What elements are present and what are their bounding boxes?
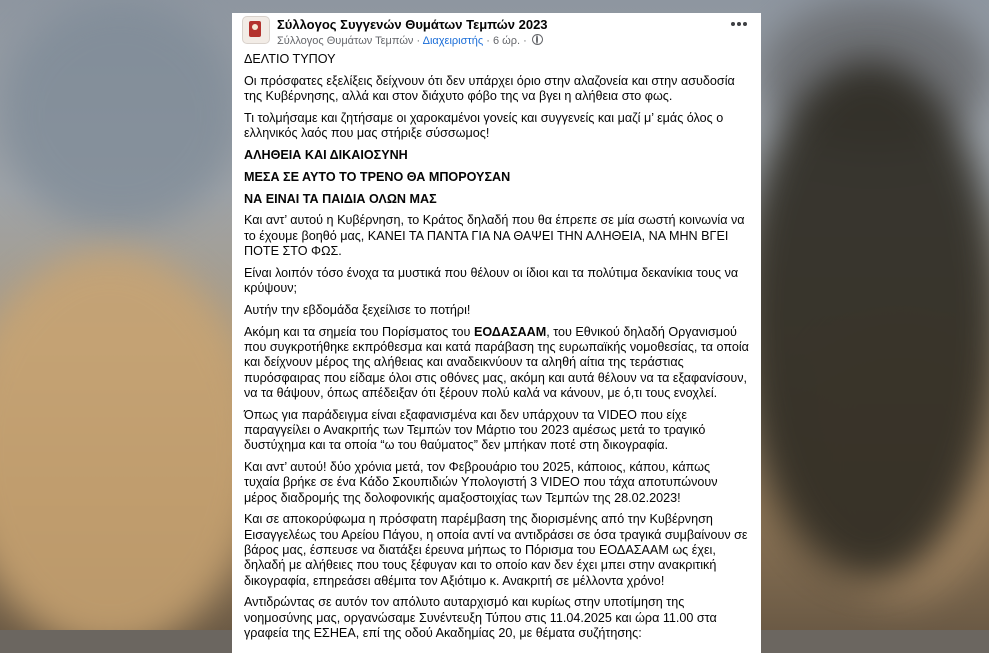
globe-icon: [532, 34, 543, 45]
post-paragraph: Και σε αποκορύφωμα η πρόσφατη παρέμβαση της διορισμένης από την Κυβέρνηση Εισαγγελέως του Αρείου Πάγου, η οποία αντί να αντιδράσει σε όσα τραγικά συμβαίνουν σε βάρος μας, έσπευσε να διατάξει έρευνα μήπως το Πόρισμα του ΕΟΔΑΣΑΑΜ ως έχει, δηλαδή με αλήθειες που τους ξέφυγαν και το οποίο καν δεν έχει μπει στην ανακριτική δικογραφία, επηρεάσει αθέμιτα τον Αξιότιμο κ. Ανακριτή σε μέλλοντα χρόνο!: [244, 512, 748, 588]
author-name[interactable]: Σύλλογος Θυμάτων Τεμπών: [277, 35, 414, 47]
post-meta: [277, 34, 543, 47]
post-paragraph: Αντιδρώντας σε αυτόν τον απόλυτο αυταρχισμό και κυρίως στην υποτίμηση της νοημοσύνης μας, οργανώσαμε Συνέντευξη Τύπου στις 11.04.2025 και ώρα 11.00 στα γραφεία της ΕΣΗΕΑ, επί της οδού Ακαδημίας 20, με θέματα συζήτησης:: [244, 595, 717, 640]
role-badge[interactable]: Διαχειριστής: [422, 35, 484, 47]
post-paragraph: Είναι λοιπόν τόσο ένοχα τα μυστικά που θέλουν οι ίδιοι και τα πολύτιμα δεκανίκια τους να κρύψουν;: [244, 265, 739, 296]
post-paragraph: Τι τολμήσαμε και ζητήσαμε οι χαροκαμένοι γονείς και συγγενείς και μαζί μ’ εμάς όλος ο ελληνικός λαός που μας στήριξε σύσσωμος!: [244, 110, 724, 141]
post-text: [232, 52, 761, 641]
separator: ·: [523, 35, 527, 47]
post-header: [232, 13, 761, 51]
post-paragraph: Οι πρόσφατες εξελίξεις δείχνουν ότι δεν υπάρχει όριο στην αλαζονεία και στην ασυδοσία της Κυβέρνησης, αλλά και στον διάχυτο φόβο της να βγει η αλήθεια στο φως.: [244, 73, 735, 104]
page-name[interactable]: Σύλλογος Συγγενών Θυμάτων Τεμπών 2023: [277, 17, 548, 32]
post-paragraph: Όπως για παράδειγμα είναι εξαφανισμένα και δεν υπάρχουν τα VIDEO που είχε παραγγείλει ο Ανακριτής των Τεμπών τον Μάρτιο του 2023 αμέσως μετά το τραγικό δυστύχημα και τα οποία “ω του θαύματος” δεν μπήκαν ποτέ στη δικογραφία.: [244, 407, 706, 453]
post-time[interactable]: 6 ώρ.: [492, 35, 521, 47]
post-paragraph: Ακόμη και τα σημεία του Πορίσματος του ΕΟΔΑΣΑΑΜ, του Εθνικού δηλαδή Οργανισμού που συγκροτήθηκε εκπρόθεσμα και κατά παράβαση της ευρωπαϊκής νομοθεσίας, τα οποία και δείχνουν μέρος της αλήθειας και αναδεικνύουν τα αληθή αίτια της τεράστιας πυρόσφαιρας που είδαμε όλοι στις οθόνες μας, ακόμη και αυτά θέλουν να τα εξαφανίσουν, να τα θάψουν, όπως απέδειξαν ότι ξέρουν πολύ καλά να κάνουν, με ό,τι τους ενοχλεί.: [244, 324, 749, 400]
post-paragraph: Αυτήν την εβδομάδα ξεχείλισε το ποτήρι!: [244, 302, 471, 317]
post-paragraph: ΝΑ ΕΙΝΑΙ ΤΑ ΠΑΙΔΙΑ ΟΛΩΝ ΜΑΣ: [244, 191, 437, 206]
post-paragraph: ΔΕΛΤΙΟ ΤΥΠΟΥ: [244, 52, 336, 66]
more-options-icon[interactable]: [731, 22, 747, 28]
facebook-post: [232, 13, 761, 653]
avatar[interactable]: [242, 16, 270, 44]
post-paragraph: ΑΛΗΘΕΙΑ ΚΑΙ ΔΙΚΑΙΟΣΥΝΗ: [244, 147, 408, 162]
post-paragraph: Και αντ’ αυτού η Κυβέρνηση, το Κράτος δηλαδή που θα έπρεπε σε μία σωστή κοινωνία να το έχουμε βοηθό μας, ΚΑΝΕΙ ΤΑ ΠΑΝΤΑ ΓΙΑ ΝΑ ΘΑΨΕΙ ΤΗΝ ΑΛΗΘΕΙΑ, ΝΑ ΜΗΝ ΒΓΕΙ ΠΟΤΕ ΣΤΟ ΦΩΣ.: [244, 213, 745, 258]
separator: ·: [416, 35, 421, 47]
separator: ·: [486, 35, 490, 47]
post-paragraph: Και αντ’ αυτού! δύο χρόνια μετά, τον Φεβρουάριο του 2025, κάποιος, κάπου, κάπως τυχαία βρήκε σε ένα Κάδο Σκουπιδιών Υπολογιστή 3 VIDEO που τάχα αποτυπώνουν μέρος διαδρομής της δολοφονικής αμαξοστοιχίας των Τεμπών της 28.02.2023!: [244, 460, 718, 505]
post-paragraph: ΜΕΣΑ ΣΕ ΑΥΤΟ ΤΟ ΤΡΕΝΟ ΘΑ ΜΠΟΡΟΥΣΑΝ: [244, 169, 511, 184]
emphasis-text: ΕΟΔΑΣΑΑΜ: [473, 324, 547, 339]
